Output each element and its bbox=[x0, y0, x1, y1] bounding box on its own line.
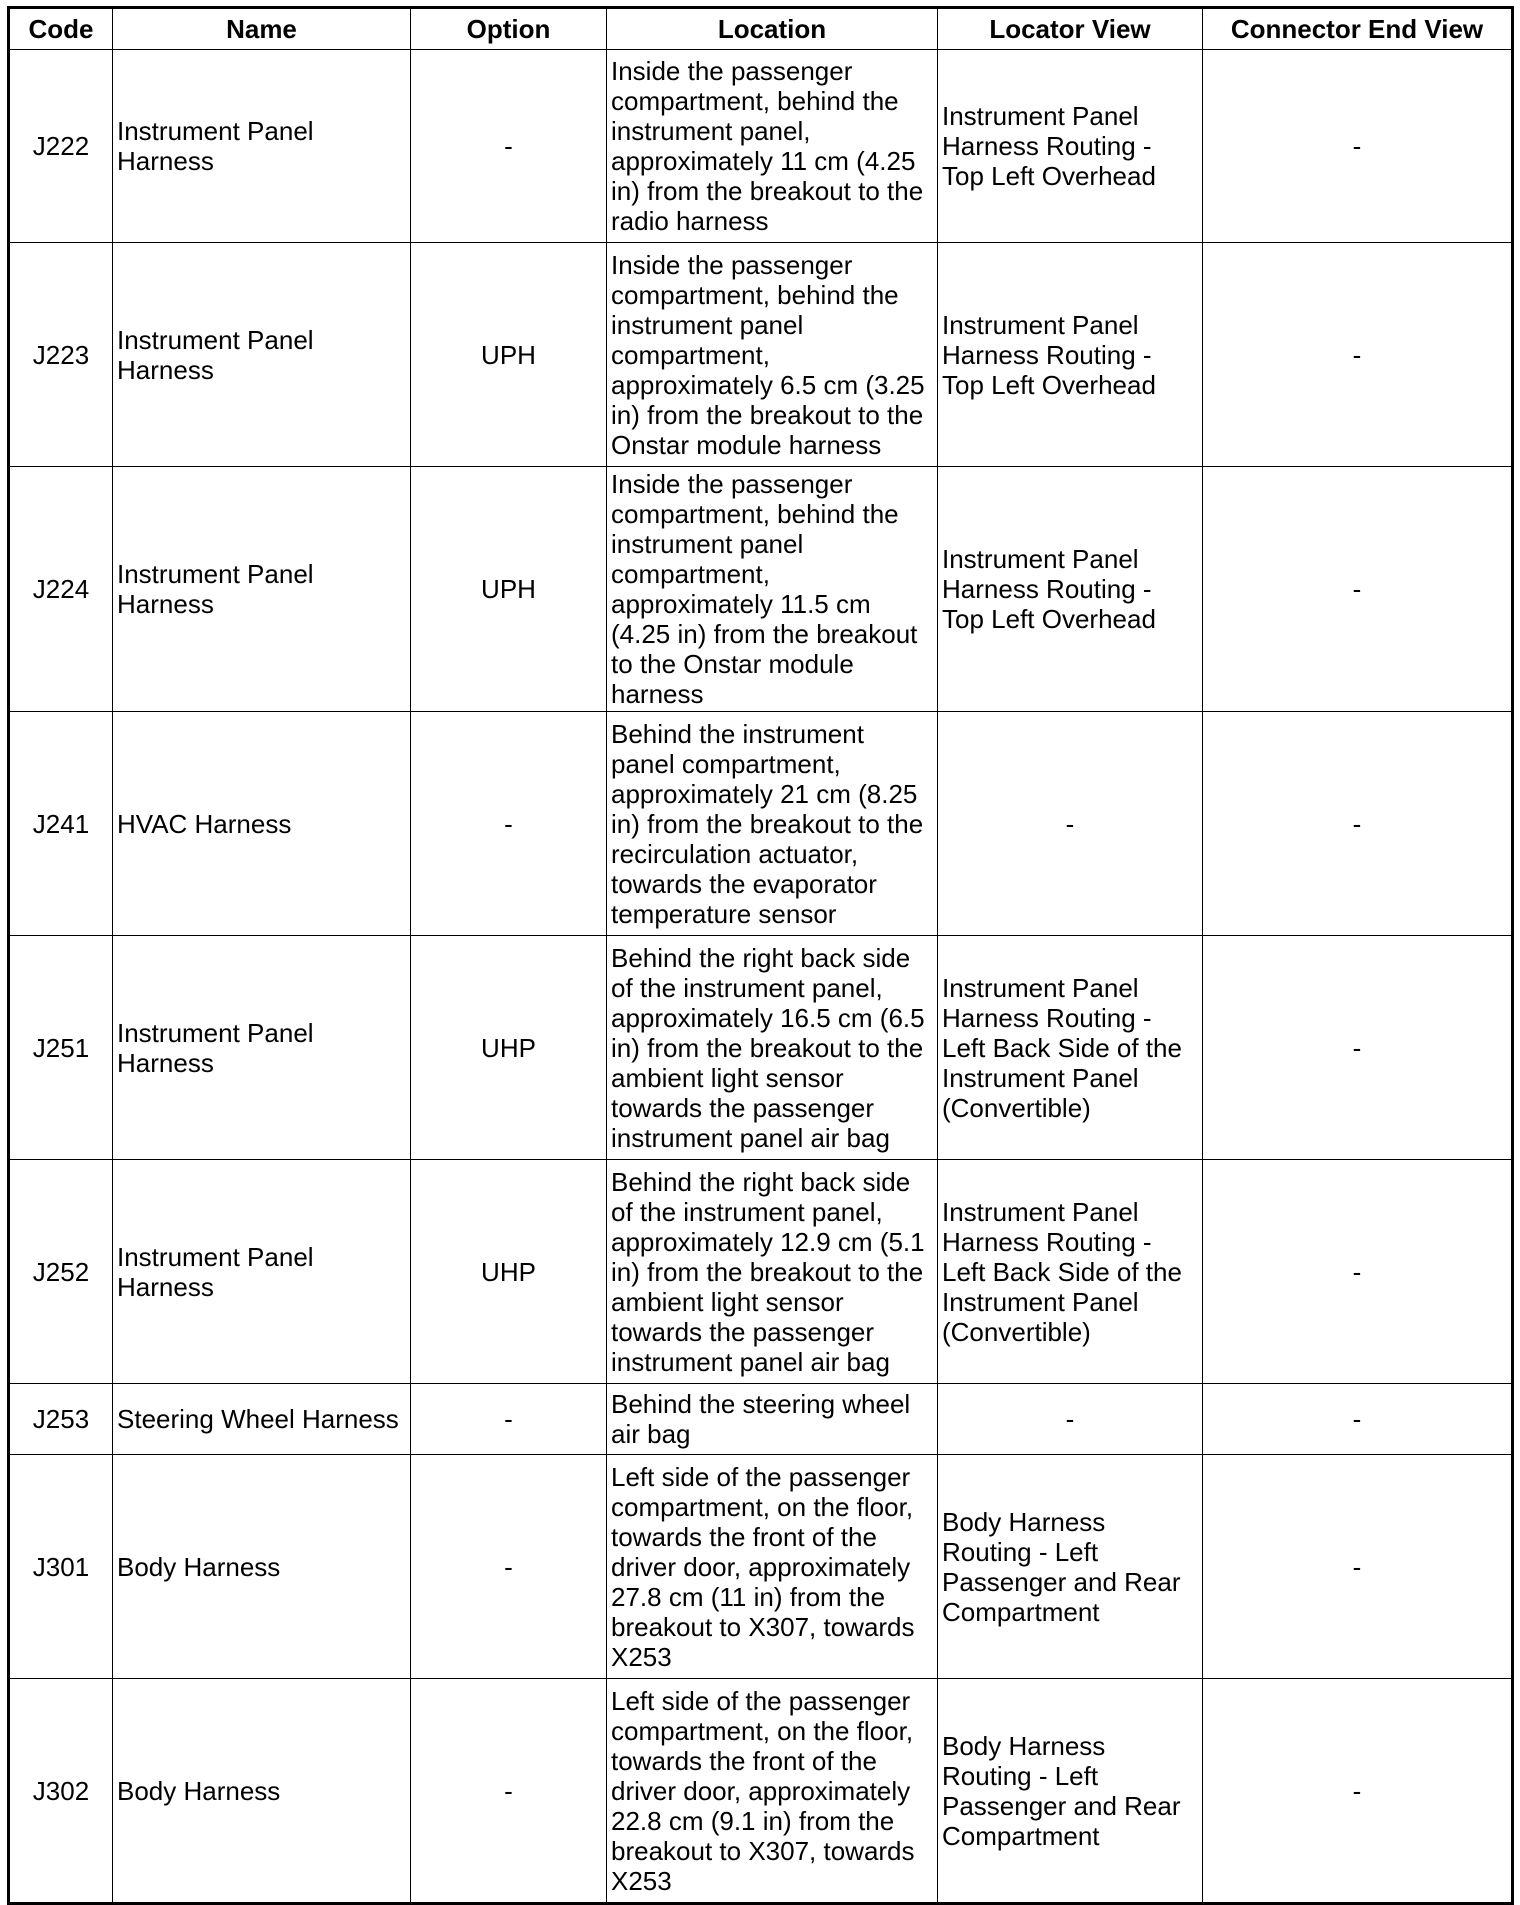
cell-option: - bbox=[411, 1679, 607, 1904]
table-row bbox=[9, 1679, 1513, 1904]
cell-option: - bbox=[411, 712, 607, 936]
table-row bbox=[9, 243, 1513, 467]
cell-location: Left side of the passenger compartment, on the floor, towards the front of the driver door, approximately 22.8 cm (9.1 in) from the breakout to X307, towards X253 bbox=[607, 1679, 938, 1904]
cell-location: Inside the passenger compartment, behind the instrument panel compartment, approximately 6.5 cm (3.25 in) from the breakout to the Onstar module harness bbox=[607, 243, 938, 467]
cell-locator-view: - bbox=[938, 1384, 1203, 1455]
cell-location: Behind the right back side of the instrument panel, approximately 16.5 cm (6.5 in) from the breakout to the ambient light sensor towards the passenger instrument panel air bag bbox=[607, 936, 938, 1160]
cell-connector-end-view: - bbox=[1203, 1384, 1513, 1455]
table-row bbox=[9, 936, 1513, 1160]
cell-code: J251 bbox=[9, 936, 113, 1160]
cell-code: J241 bbox=[9, 712, 113, 936]
cell-name: Instrument Panel Harness bbox=[113, 467, 411, 712]
table-row bbox=[9, 712, 1513, 936]
cell-connector-end-view: - bbox=[1203, 50, 1513, 243]
connector-table bbox=[7, 6, 1514, 1905]
header-code: Code bbox=[9, 8, 113, 50]
cell-option: - bbox=[411, 1455, 607, 1679]
cell-location: Inside the passenger compartment, behind the instrument panel, approximately 11 cm (4.25 in) from the breakout to the radio harness bbox=[607, 50, 938, 243]
cell-connector-end-view: - bbox=[1203, 1679, 1513, 1904]
cell-locator-view: Body Harness Routing - Left Passenger and Rear Compartment bbox=[938, 1679, 1203, 1904]
cell-name: Instrument Panel Harness bbox=[113, 936, 411, 1160]
cell-location: Behind the steering wheel air bag bbox=[607, 1384, 938, 1455]
table-row bbox=[9, 1384, 1513, 1455]
cell-connector-end-view: - bbox=[1203, 1160, 1513, 1384]
header-connector-end-view: Connector End View bbox=[1203, 8, 1513, 50]
cell-location: Behind the right back side of the instrument panel, approximately 12.9 cm (5.1 in) from the breakout to the ambient light sensor towards the passenger instrument panel air bag bbox=[607, 1160, 938, 1384]
cell-connector-end-view: - bbox=[1203, 467, 1513, 712]
cell-code: J222 bbox=[9, 50, 113, 243]
cell-locator-view: Body Harness Routing - Left Passenger and Rear Compartment bbox=[938, 1455, 1203, 1679]
cell-locator-view: Instrument Panel Harness Routing - Top Left Overhead bbox=[938, 467, 1203, 712]
header-name: Name bbox=[113, 8, 411, 50]
table-row bbox=[9, 50, 1513, 243]
cell-name: Instrument Panel Harness bbox=[113, 1160, 411, 1384]
header-row bbox=[9, 8, 1513, 50]
cell-locator-view: - bbox=[938, 712, 1203, 936]
cell-connector-end-view: - bbox=[1203, 936, 1513, 1160]
cell-code: J253 bbox=[9, 1384, 113, 1455]
cell-connector-end-view: - bbox=[1203, 1455, 1513, 1679]
header-location: Location bbox=[607, 8, 938, 50]
cell-name: Instrument Panel Harness bbox=[113, 50, 411, 243]
cell-option: UPH bbox=[411, 467, 607, 712]
cell-option: UHP bbox=[411, 936, 607, 1160]
cell-code: J252 bbox=[9, 1160, 113, 1384]
cell-code: J302 bbox=[9, 1679, 113, 1904]
cell-connector-end-view: - bbox=[1203, 712, 1513, 936]
cell-code: J301 bbox=[9, 1455, 113, 1679]
cell-name: HVAC Harness bbox=[113, 712, 411, 936]
cell-locator-view: Instrument Panel Harness Routing - Left Back Side of the Instrument Panel (Convertible) bbox=[938, 936, 1203, 1160]
cell-locator-view: Instrument Panel Harness Routing - Left Back Side of the Instrument Panel (Convertible) bbox=[938, 1160, 1203, 1384]
cell-name: Steering Wheel Harness bbox=[113, 1384, 411, 1455]
header-option: Option bbox=[411, 8, 607, 50]
cell-option: UPH bbox=[411, 243, 607, 467]
cell-location: Inside the passenger compartment, behind the instrument panel compartment, approximately 11.5 cm (4.25 in) from the breakout to the Onstar module harness bbox=[607, 467, 938, 712]
cell-name: Body Harness bbox=[113, 1455, 411, 1679]
cell-location: Left side of the passenger compartment, on the floor, towards the front of the driver door, approximately 27.8 cm (11 in) from the breakout to X307, towards X253 bbox=[607, 1455, 938, 1679]
cell-name: Instrument Panel Harness bbox=[113, 243, 411, 467]
cell-locator-view: Instrument Panel Harness Routing - Top Left Overhead bbox=[938, 243, 1203, 467]
table-row bbox=[9, 1455, 1513, 1679]
cell-code: J223 bbox=[9, 243, 113, 467]
connector-table-sheet bbox=[7, 6, 1511, 1905]
cell-locator-view: Instrument Panel Harness Routing - Top Left Overhead bbox=[938, 50, 1203, 243]
cell-location: Behind the instrument panel compartment, approximately 21 cm (8.25 in) from the breakout to the recirculation actuator, towards the evaporator temperature sensor bbox=[607, 712, 938, 936]
cell-option: - bbox=[411, 1384, 607, 1455]
table-row bbox=[9, 1160, 1513, 1384]
header-locator-view: Locator View bbox=[938, 8, 1203, 50]
cell-option: UHP bbox=[411, 1160, 607, 1384]
cell-code: J224 bbox=[9, 467, 113, 712]
table-row bbox=[9, 467, 1513, 712]
cell-connector-end-view: - bbox=[1203, 243, 1513, 467]
cell-name: Body Harness bbox=[113, 1679, 411, 1904]
cell-option: - bbox=[411, 50, 607, 243]
